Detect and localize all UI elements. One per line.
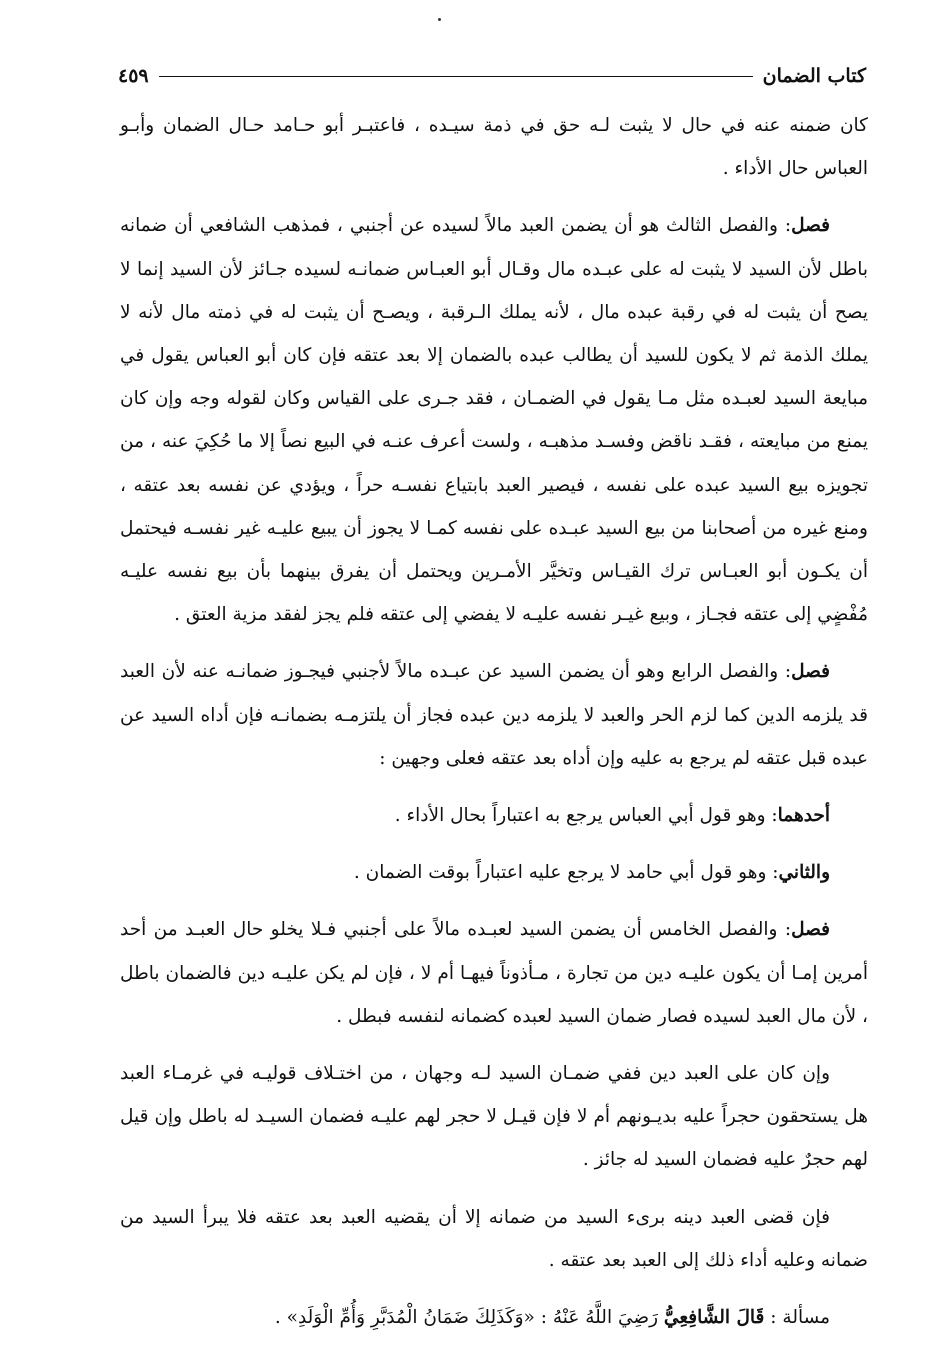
section-fifth [120,908,868,1038]
paragraph-text: : والفصل الخامس أن يضمن السيد لعبـده مالاً على أجنبي فـلا يخلو حال العبـد من أحد أمرين إمـا أن يكون عليـه دين من تجارة ، مـأذوناً فيهـا أم لا ، فإن لم يكن عليـه دين فالضمان باطل ، لأن مال العبد لسيده فصار ضمان السيد لعبده كضمانه لنفسه فبطل . [120,919,868,1027]
paragraph-continuation [120,104,868,190]
masala-label: مسألة : [770,1307,830,1329]
paragraph-text: وإن كان على العبد دين ففي ضمـان السيد لـه وجهان ، من اختـلاف قوليـه في غرمـاء العبد هل يستحقون حجراً عليه بديـونهم أم لا فإن قيـل لا حجر لهم عليـه فضمان السيـد له باطل وإن قيل لهم حجرٌ عليه فضمان السيد له جائز . [120,1063,868,1171]
paragraph-text: كان ضمنه عنه في حال لا يثبت لـه حق في ذمة سيـده ، فاعتبـر أبو حـامد حـال الضمان وأبـو العباس حال الأداء . [120,115,868,180]
page-number: ٤٥٩ [118,65,149,87]
header-rule [159,76,753,77]
paragraph-repayment [120,1196,868,1282]
masala-quote: رَضِيَ اللَّهُ عَنْهُ : «وَكَذَلِكَ ضَمَانُ الْمُدَبَّرِ وَأُمِّ الْوَلَدِ» . [274,1307,659,1329]
section-lead: فصل [791,919,830,941]
paragraph-text: : وهو قول أبي العباس يرجع به اعتباراً بحال الأداء . [394,805,778,827]
masala-heading [120,1296,868,1339]
section-lead: فصل [791,215,830,237]
book-title: كتاب الضمان [762,65,866,87]
first-opinion [120,794,868,837]
opinion-lead: والثاني [778,862,830,884]
section-third [120,204,868,636]
second-opinion [120,851,868,894]
masala-speaker: قَالَ الشَّافِعِيُّ [663,1307,765,1329]
opinion-lead: أحدهما [777,805,830,827]
paragraph-text: : والفصل الرابع وهو أن يضمن السيد عن عبـده مالاً لأجنبي فيجـوز ضمانـه عنه لأن العبد قد يلزمه الدين كما لزم الحر والعبد لا يلزمه دين عبده فجاز أن يلتزمـه بضمانـه فإن أداه السيد عن عبده قبل عتقه لم يرجع به عليه وإن أداه بعد عتقه فعلى وجهين : [120,661,868,769]
print-speck [438,18,441,21]
section-fourth [120,650,868,780]
running-header [118,58,866,94]
paragraph-text: فإن قضى العبد دينه برىء السيد من ضمانه إلا أن يقضيه العبد بعد عتقه فلا يبرأ السيد من ضمانه وعليه أداء ذلك إلى العبد بعد عتقه . [120,1206,868,1271]
paragraph-debt-case [120,1052,868,1182]
section-lead: فصل [791,661,830,683]
page-body [120,104,868,1339]
paragraph-text: : والفصل الثالث هو أن يضمن العبد مالاً لسيده عن أجنبي ، فمذهب الشافعي أن ضمانه باطل لأن السيد لا يثبت له على عبـده مال وقـال أبو العبـاس ضمانـه لسيده جـائز لأن السيد إنما لا يصح أن يثبت له في رقبة عبده مال ، لأنه يملك الـرقبة ، ويصـح أن يثبت له في ذمته مال لأنه لا يملك الذمة ثم لا يكون للسيد أن يطالب عبده بالضمان إلا بعد عتقه فإن كان أبو العباس يقول في مبايعة السيد لعبـده مثل مـا يقول في الضمـان ، فقد جـرى على القياس وكان لقوله وجه وإن كان يمنع من مبايعته ، فقـد ناقض وفسـد مذهبـه ، ولست أعرف عنـه في البيع نصاً إلا ما حُكِيَ عنه ، من تجويزه بيع السيد عبده على نفسه ، فيصير العبد بابتياع نفسـه حراً ، ويؤدي عن نفسه بعد عتقه ، ومنع غيره من أصحابنا من بيع السيد عبـده على نفسه كمـا لا يجوز أن يبيع عليـه غير نفسـه فيحتمل أن يكـون أبو العبـاس ترك القيـاس وتخيَّر الأمـرين ويحتمل أن يفرق بينهما بأن بيع نفسه عليـه مُفْضٍي إلى عتقه فجـاز ، وبيع غيـر نفسه عليـه لا يفضي إلى عتقه فلم يجز لفقد مزية العتق . [120,215,868,626]
paragraph-text: : وهو قول أبي حامد لا يرجع عليه اعتباراً بوقت الضمان . [353,862,779,884]
